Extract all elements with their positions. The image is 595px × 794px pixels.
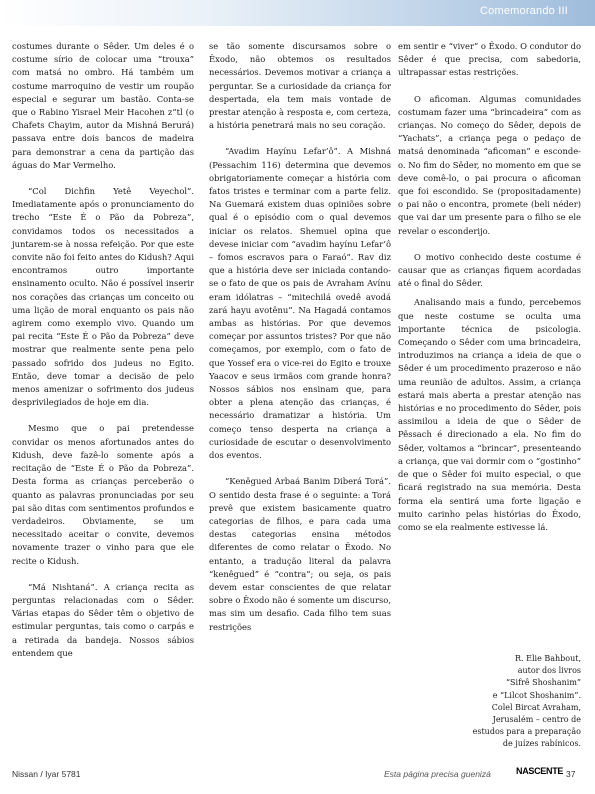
signature-line: autor dos livros: [517, 666, 581, 676]
paragraph: se tão somente discursamos sobre o Êxodo, não obtemos os resultados necessários. Devemos motivar a criança a perguntar. Se a curiosidade da criança for despertada, ela tem mais vontade de prestar atenção à resposta e, com certeza, a história penetrará mais no seu coração.: [209, 41, 391, 131]
signature-line: R. Elie Bahbout,: [515, 654, 581, 663]
signature-line: estudos para a preparação: [472, 727, 581, 737]
paragraph: costumes durante o Sêder. Um deles é o costume sírio de colocar uma “trouxa” com matsá no ombro. Há também um costume marroquino de vestir um roupão especial e segurar um bastão. Conta-se que o Rabino Yisrael Meir Hacohen z”tl (o Chafets Chayim, autor da Mishná Berurá) passava entre dois bancos de madeira para demonstrar a cena da partição das águas do Mar Vermelho.: [12, 41, 194, 170]
paragraph: em sentir e “viver” o Êxodo. O condutor do Sêder é que precisa, com sabedoria, ultrapassar estas restrições.: [398, 41, 581, 78]
paragraph: O motivo conhecido deste costume é causar que as crianças fiquem acordadas até o final do Sêder.: [398, 251, 581, 289]
column-1: [12, 40, 194, 660]
signature-line: “Sifrê Shoshanim”: [505, 678, 581, 688]
issue-label: Nissan / Iyar 5781: [12, 769, 81, 779]
signature-line: de juízes rabínicos.: [502, 739, 581, 749]
page-number: 37: [566, 769, 576, 779]
paragraph: “Col Dichfin Yetê Veyechol”. Imediatamente após o pronunciamento do trecho “Este É o Pão da Pobreza”, convidamos todos os necessitados a juntarem-se à nossa refeição. Por que este convite não foi feito antes do Kidush? Aqui encontramos outro importante ensinamento oculto. Não é possível inserir nos corações das crianças um conceito ou uma lição de moral enquanto os pais não agirem como exemplo vivo. Quando um pai recita “Este É o Pão da Pobreza” deve mostrar que realmente sente pena pelo passado sofrido dos judeus no Egito. Então, deve tomar a decisão de pelo menos amenizar o sofrimento dos judeus desprivilegiados de hoje em dia.: [12, 186, 194, 408]
paragraph: Analisando mais a fundo, percebemos que neste costume se oculta uma importante técnica de psicologia. Começando o Sêder com uma brincadeira, introduzimos na criança a ideia de que o Sêder é um procedimento prazeroso e não uma reunião de adultos. Assim, a criança estará mais aberta a prestar atenção nas histórias e no procedimento do Sêder, pois assimilou a ideia de que o Sêder de Pêssach é direcionado a ela. No fim do Sêder, voltamos a “brincar”, presenteando a criança, que vai dormir com o “gostinho” de que o Sêder foi muito especial, o que ficará registrado na sua memória. Desta forma ela sentirá uma forte ligação e muito carinho pelas histórias do Êxodo, como se ela realmente estivesse lá.: [398, 297, 581, 532]
signature-line: e “Lilcot Shoshanim”.: [492, 690, 581, 700]
brand-logo: NASCENTE: [516, 766, 564, 776]
column-2: [209, 40, 391, 634]
header-bar: [0, 0, 595, 26]
paragraph: “Kenêgued Arbaá Banim Diberá Torá”. O sentido desta frase é o seguinte: a Torá prevê que existem basicamente quatro categorias de filhos, e para cada uma destas categorias ensina métodos diferentes de como relatar o Êxodo. No entanto, a tradução literal da palavra “kenêgued” é “contra”; ou seja, os pais devem estar conscientes de que relatar sobre o Êxodo não é somente um discurso, mas sim um desafio. Cada filho tem suas restrições: [209, 476, 391, 632]
paragraph: O aficoman. Algumas comunidades costumam fazer uma “brincadeira” com as crianças. No começo do Sêder, depois de “Yachats”, a criança pega o pedaço de matsá denominada “aficoman” e esconde-o. No fim do Sêder, no momento em que se deve comê-lo, o pai procura o aficoman que foi escondido. Se (propositadamente) o pai não o encontra, promete (beli néder) que vai dar um presente para o filho se ele revelar o esconderijo.: [398, 93, 581, 236]
author-signature: [398, 653, 581, 751]
signature-line: Colel Bircat Avraham,: [491, 702, 581, 712]
signature-line: Jerusalém – centro de: [492, 715, 581, 725]
column-3: [398, 40, 581, 534]
paragraph: Mesmo que o pai pretendesse convidar os menos afortunados antes do Kidush, deve fazê-lo somente após a recitação de “Este É o Pão da Pobreza”. Desta forma as crianças perceberão o quanto as palavras pronunciadas por seu pai são ditas com sentimentos profundos e verdadeiros. Obviamente, se um necessitado aceitar o convite, devemos novamente trazer o vinho para que ele recite o Kidush.: [12, 423, 194, 566]
section-title: Comemorando III: [480, 5, 568, 17]
paragraph: “Má Nishtaná”. A criança recita as perguntas relacionadas com o Sêder. Várias etapas do Sêder têm o objetivo de estimular perguntas, tais como o carpás e a retirada da bandeja. Nossos sábios entendem que: [12, 581, 194, 658]
genizah-note: Esta página precisa guenizá: [384, 769, 491, 779]
paragraph: “Avadim Hayínu Lefar’ô”. A Mishná (Pessachim 116) determina que devemos obrigatoriamente começar a história com fatos tristes e terminar com a parte feliz. Na Guemará existem duas opiniões sobre qual é o episódio com o qual devemos iniciar os relatos. Shemuel opina que devese iniciar com “avadim hayínu Lefar’ô – fomos escravos para o Faraó”. Rav diz que a história deve ser iniciada contando-se o fato de que os pais de Avraham Avínu eram idólatras – “mitechilá ovedê avodá zará hayu avotênu”. Na Hagadá contamos ambas as histórias. Por que devemos começar por assuntos tristes? Por que não começamos, por exemplo, com o fato de que Yossef era o vice-rei do Egito e trouxe Yaacov e seus irmãos com grande honra? Nossos sábios nos ensinam que, para obter a plena atenção das crianças, é necessário dramatizar a história. Um começo tenso desperta na criança a curiosidade de escutar o desenvolvimento dos eventos.: [209, 146, 391, 461]
